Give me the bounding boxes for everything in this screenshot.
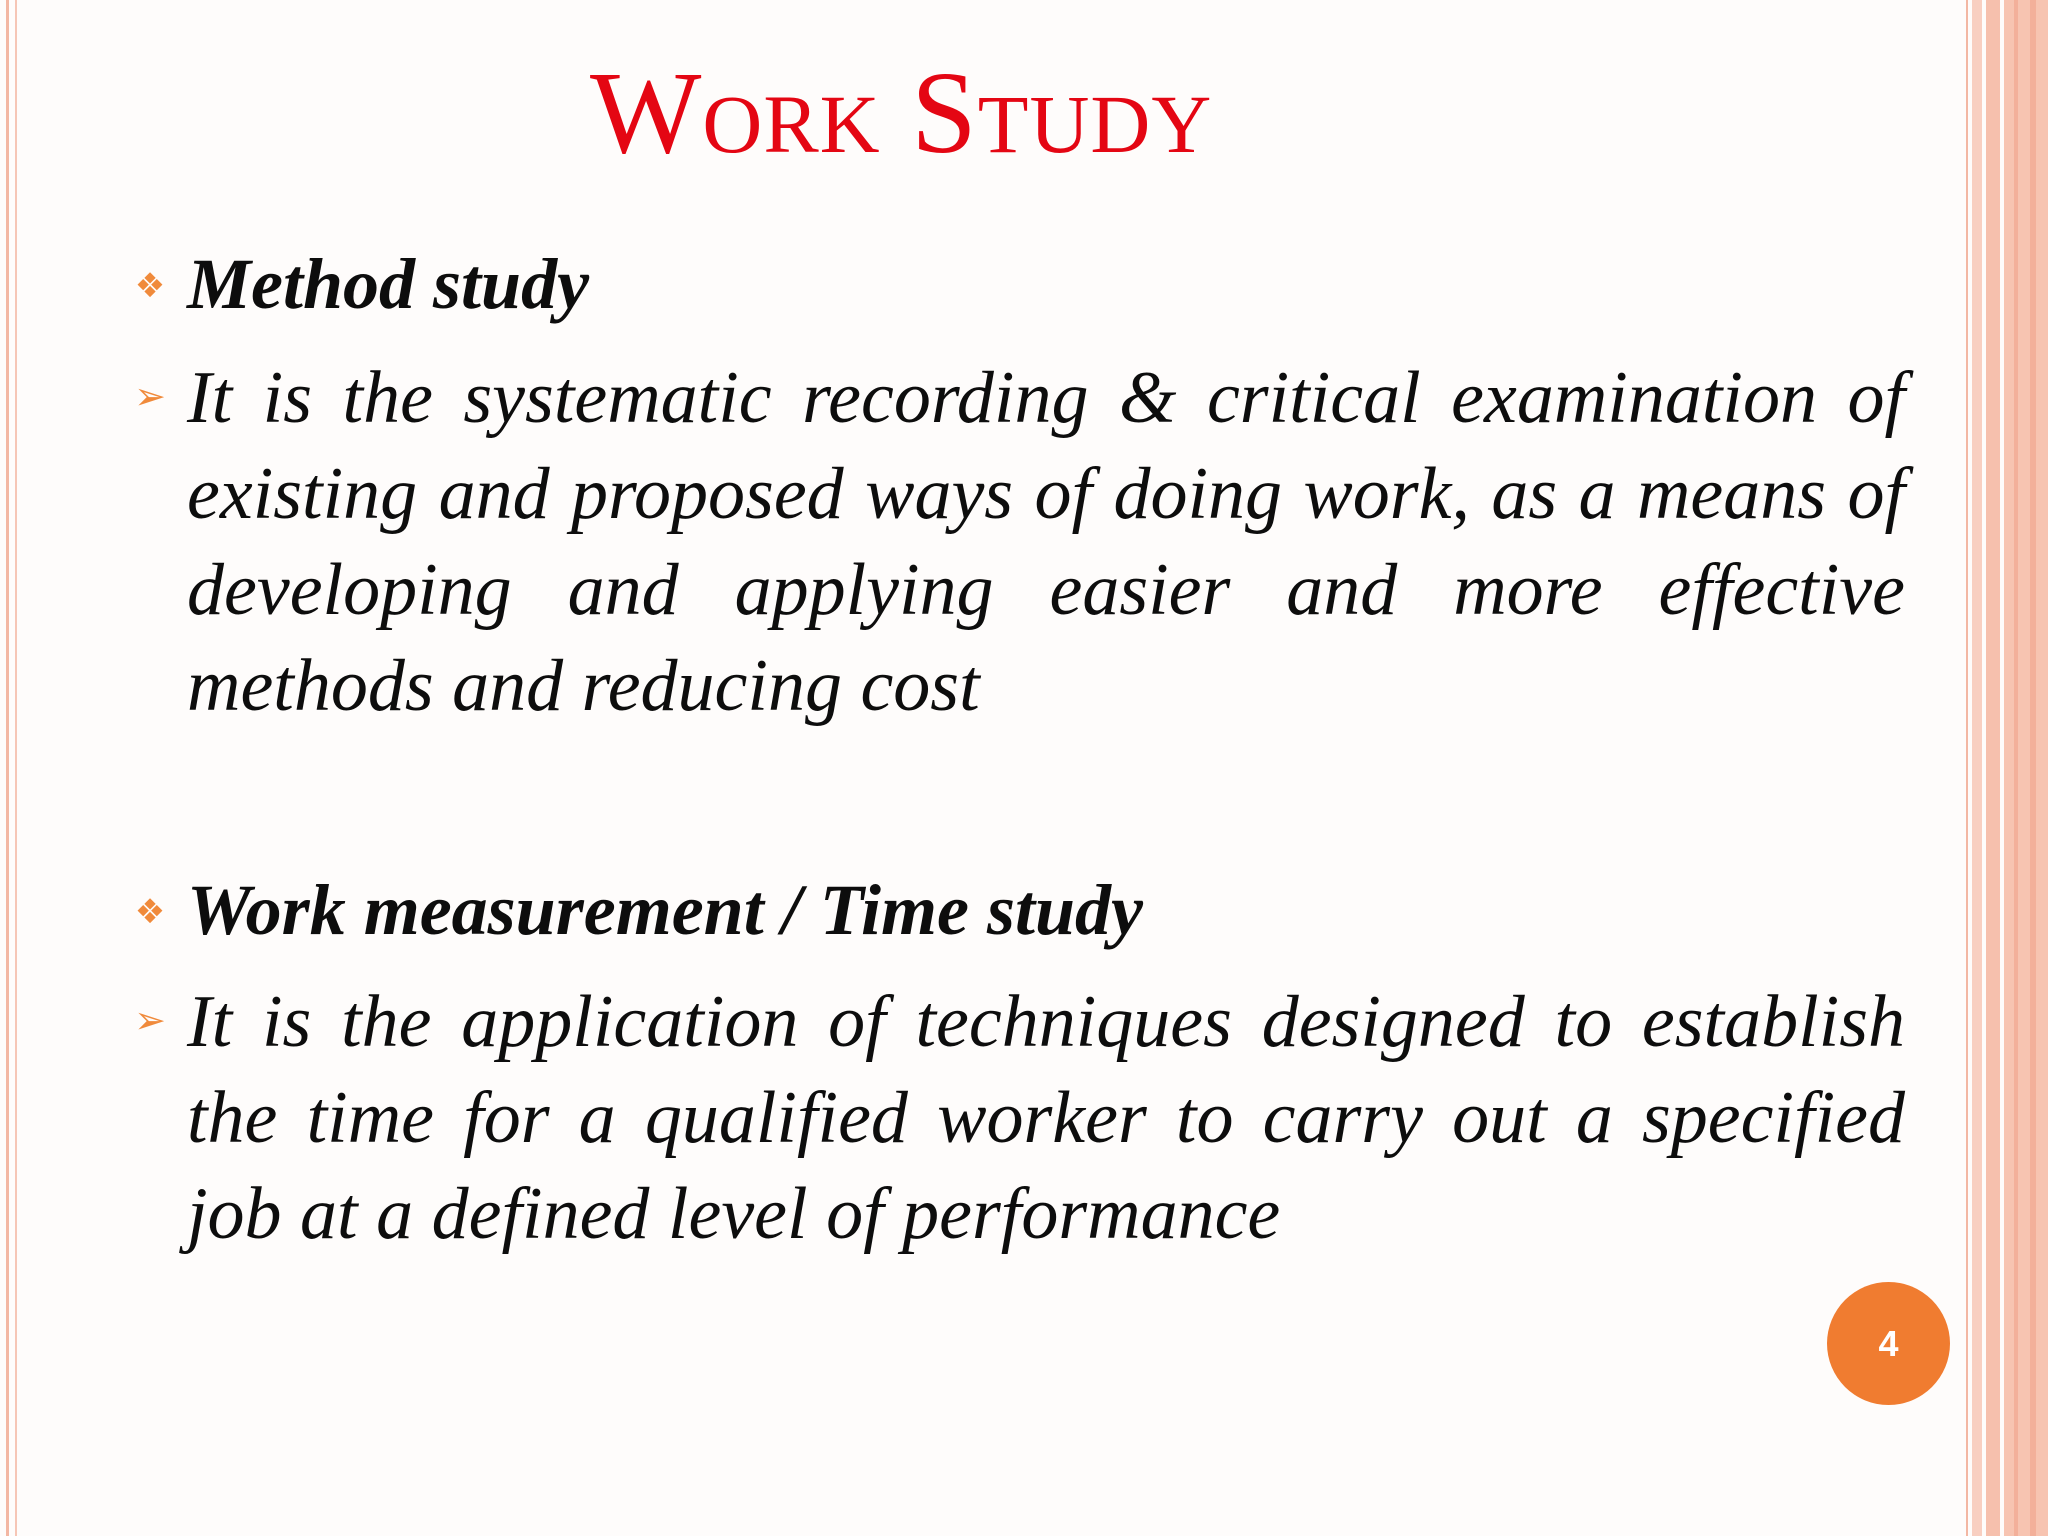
page-number-badge: 4 [1827, 1282, 1950, 1405]
right-border-line [2014, 0, 2018, 1536]
arrow-bullet-icon: ➢ [134, 374, 166, 418]
right-border-line [1966, 0, 1968, 1536]
section-heading-work-measurement [125, 862, 1905, 958]
section-body-text: It is the application of techniques designed to establish the time for a qualified worker to carry out a specified job at a defined level of performance [187, 981, 1905, 1255]
slide-title: Work Study [590, 47, 1213, 178]
arrow-bullet-icon: ➢ [134, 998, 166, 1042]
diamond-bullet-icon: ❖ [134, 892, 166, 932]
right-border-band [2004, 0, 2048, 1536]
left-border-stripe [6, 0, 9, 1536]
section-body-work-measurement [125, 974, 1905, 1262]
right-border-line [2030, 0, 2036, 1536]
section-heading-text: Work measurement / Time study [187, 870, 1144, 950]
right-border-band [1972, 0, 1982, 1536]
section-heading-method-study [125, 236, 1905, 332]
section-body-text: It is the systematic recording & critical examination of existing and proposed ways of doing work, as a means of developing and applying easier and more effective methods and reducing cost [187, 357, 1905, 727]
section-heading-text: Method study [187, 244, 590, 324]
right-border-band [1986, 0, 2000, 1536]
section-body-method-study [125, 350, 1905, 734]
left-border-stripe-inner [15, 0, 17, 1536]
diamond-bullet-icon: ❖ [134, 266, 166, 306]
